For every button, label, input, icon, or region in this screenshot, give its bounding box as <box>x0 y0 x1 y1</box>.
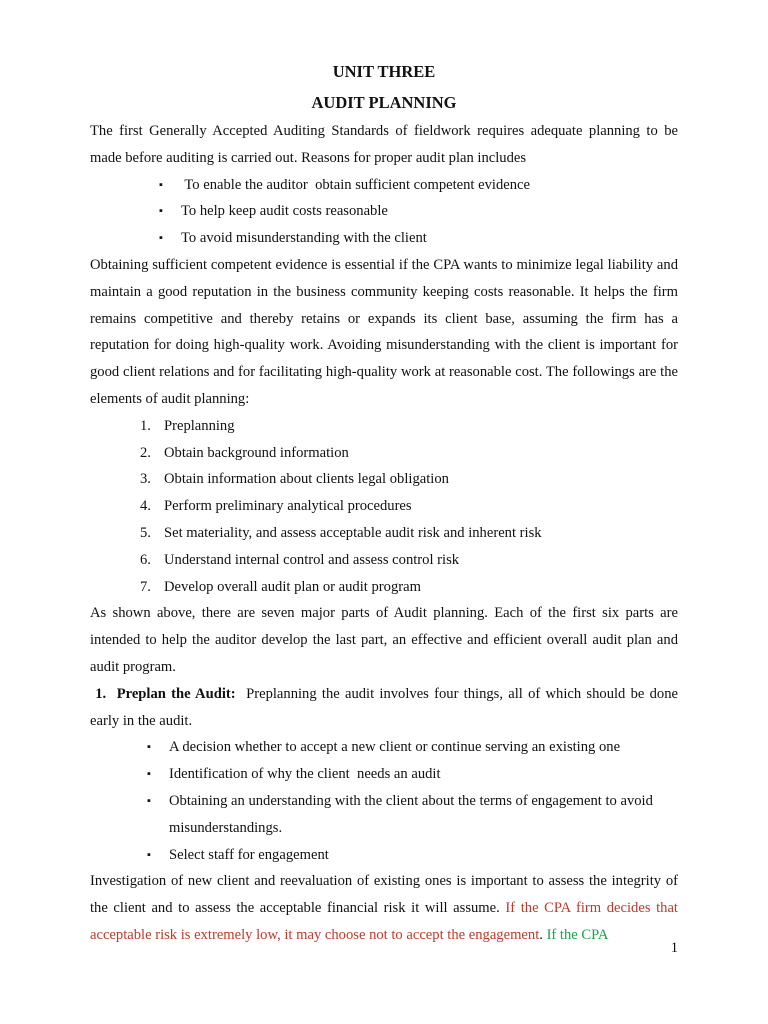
list-item <box>90 842 678 869</box>
body-paragraph: As shown above, there are seven major parts of Audit planning. Each of the first six parts are intended to help the auditor develop the last part, an effective and efficient overall audit plan and audit program. <box>90 605 678 675</box>
bullet-icon: ▪ <box>147 768 151 781</box>
bullet-icon: ▪ <box>147 794 151 807</box>
list-item-text: Identification of why the client needs an audit <box>169 766 441 783</box>
list-item <box>90 466 678 493</box>
elements-list <box>90 413 678 601</box>
list-item <box>90 761 678 788</box>
list-item-text: Preplanning <box>164 417 235 434</box>
list-item <box>90 413 678 440</box>
list-number: 4. <box>140 498 151 515</box>
intro-paragraph: The first Generally Accepted Auditing Standards of fieldwork requires adequate planning to be made before auditing is carried out. Reasons for proper audit plan includes <box>90 123 678 166</box>
unit-title: UNIT THREE <box>332 62 436 81</box>
section-paragraph <box>90 681 682 735</box>
bullet-icon: ▪ <box>147 848 151 861</box>
list-item <box>90 574 678 601</box>
highlighted-text-green: If the CPA <box>546 926 609 943</box>
body-paragraph: Obtaining sufficient competent evidence is essential if the CPA wants to minimize legal liability and maintain a good reputation in the business community keeping costs reasonable. It helps the firm remains competitive and thereby retains or expands its client base, assuming the firm has a reputation for doing high-quality work. Avoiding misunderstanding with the client is important for good client relations and for facilitating high-quality work at reasonable cost. The followings are the elements of audit planning: <box>90 256 678 407</box>
list-number: 6. <box>140 551 151 568</box>
highlighted-text-red: If the CPA firm decides that acceptable risk is extremely low, it may choose not to accept the engagement <box>90 900 678 943</box>
list-item <box>90 788 678 842</box>
body-paragraph <box>90 868 678 948</box>
list-item <box>90 547 678 574</box>
list-item-text: Obtain background information <box>164 444 349 461</box>
document-page <box>90 56 682 949</box>
list-item <box>90 520 678 547</box>
list-item-text: To enable the auditor obtain sufficient competent evidence <box>181 176 530 193</box>
list-item <box>90 172 678 199</box>
paragraph-text: Investigation of new client and reevaluation of existing ones is important to assess the integrity of the client and to assess the acceptable financial risk it will assume. <box>90 873 678 917</box>
list-item-text: Develop overall audit plan or audit program <box>164 578 421 595</box>
list-item <box>90 225 678 252</box>
list-number: 7. <box>140 578 151 595</box>
section-text: Preplanning the audit involves four things, all of which should be done early in the audit. <box>90 685 682 729</box>
bullet-icon: ▪ <box>147 741 151 754</box>
bullet-icon: ▪ <box>159 205 163 218</box>
list-number: 5. <box>140 524 151 541</box>
paragraph-separator: . <box>539 926 547 943</box>
list-number: 3. <box>140 471 151 488</box>
list-item-text: To help keep audit costs reasonable <box>181 203 388 220</box>
list-item <box>90 440 678 467</box>
chapter-title: AUDIT PLANNING <box>311 93 457 112</box>
bullet-icon: ▪ <box>159 178 163 191</box>
list-item-text: A decision whether to accept a new client or continue serving an existing one <box>169 739 621 756</box>
list-item-text: Select staff for engagement <box>169 846 329 863</box>
list-item-text: Obtaining an understanding with the client about the terms of engagement to avoid misunderstandings. <box>169 792 653 836</box>
list-item <box>90 198 678 225</box>
list-item-text: To avoid misunderstanding with the client <box>181 230 427 247</box>
list-item-text: Set materiality, and assess acceptable audit risk and inherent risk <box>164 524 542 541</box>
preplan-list <box>90 734 678 868</box>
list-number: 1. <box>140 417 151 434</box>
list-item <box>90 734 678 761</box>
reasons-list <box>90 172 678 252</box>
list-item-text: Obtain information about clients legal obligation <box>164 471 449 488</box>
list-item-text: Perform preliminary analytical procedures <box>164 498 412 515</box>
list-item <box>90 493 678 520</box>
section-heading: 1. Preplan the Audit: <box>90 685 236 702</box>
list-number: 2. <box>140 444 151 461</box>
bullet-icon: ▪ <box>159 232 163 245</box>
list-item-text: Understand internal control and assess control risk <box>164 551 460 568</box>
page-number: 1 <box>670 940 678 956</box>
